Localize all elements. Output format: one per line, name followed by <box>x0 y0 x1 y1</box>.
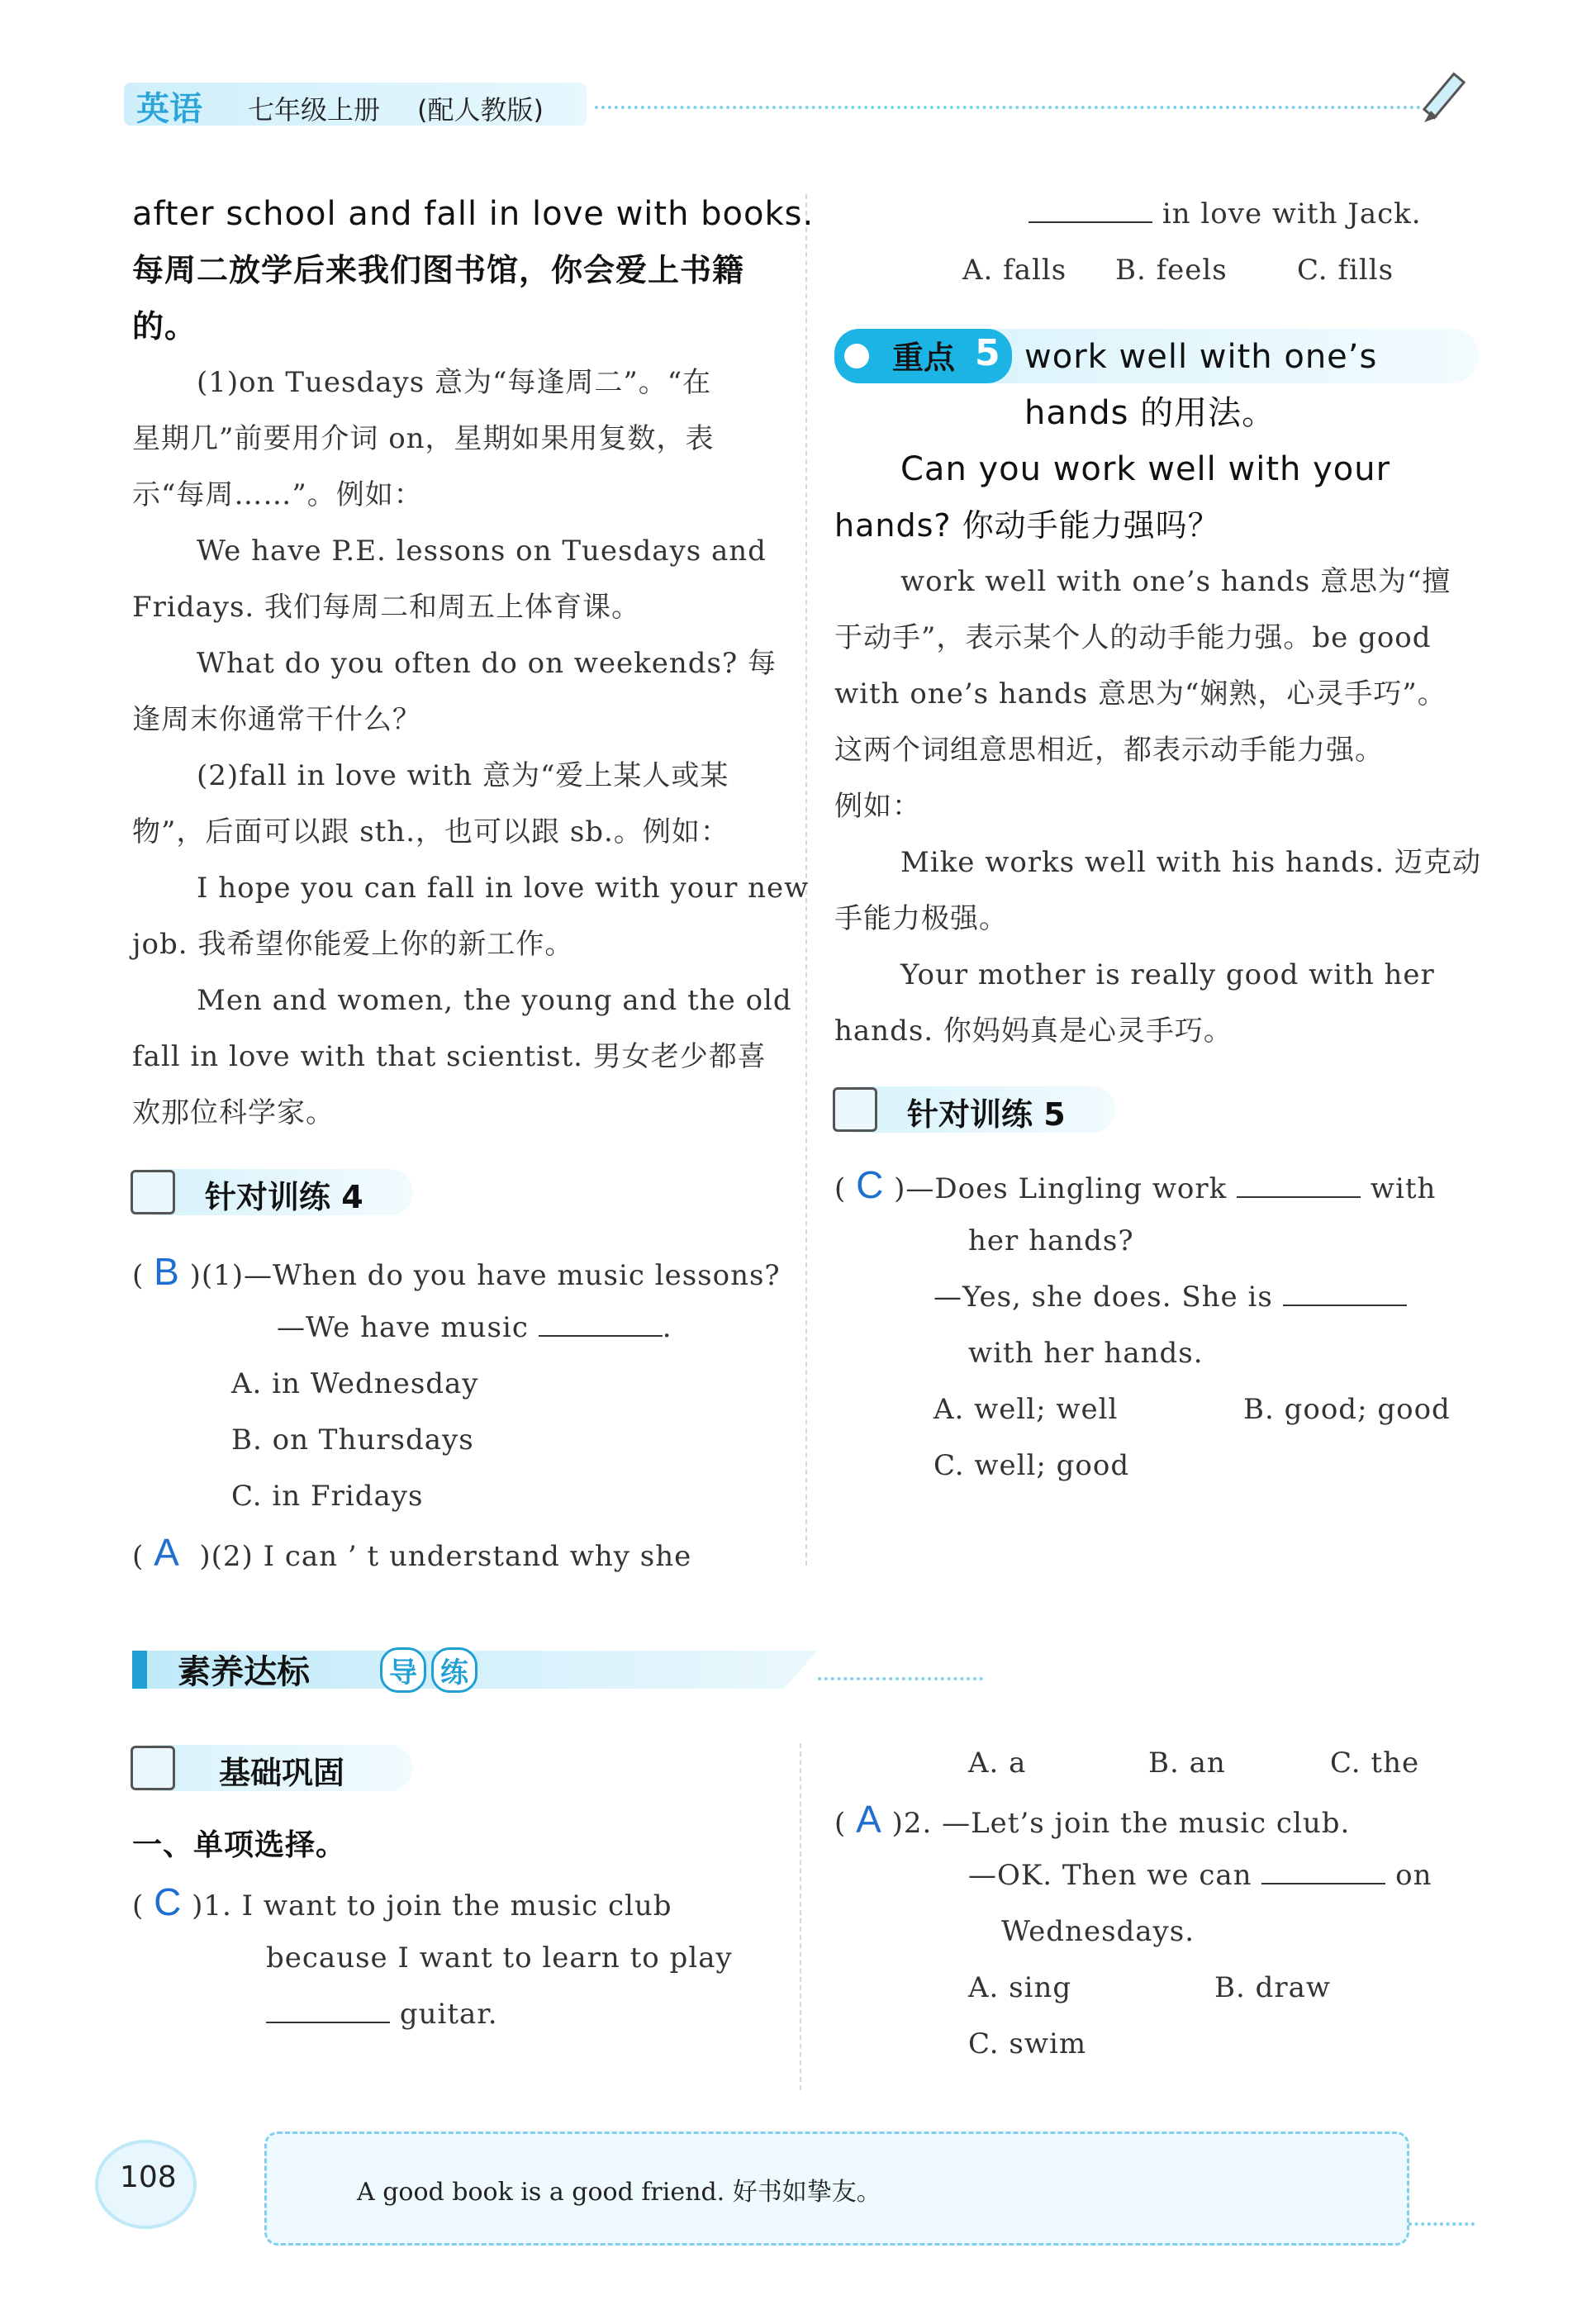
left-p1-cn-b: 的。 <box>132 308 197 345</box>
q1-option-b: B. on Thursdays <box>231 1423 474 1457</box>
example2-line2: 逢周末你通常干什么？ <box>132 703 421 736</box>
ex-q1-line3-text: guitar. <box>399 1998 498 2031</box>
part-title: 一、单项选择。 <box>132 1828 347 1862</box>
example4-line3: 欢那位科学家。 <box>132 1096 335 1129</box>
q2-option-a: A. falls <box>962 254 1067 287</box>
note1-line2: 星期几”前要用介词 on，星期如果用复数，表 <box>132 422 715 455</box>
question5: ( C )—Does Lingling work with <box>834 1163 1437 1206</box>
example6-line2: hands. 你妈妈真是心灵手巧。 <box>834 1015 1233 1048</box>
page-number: 108 <box>120 2160 177 2194</box>
sub-title: 基础巩固 <box>219 1755 345 1791</box>
q2-option-c: C. fills <box>1297 254 1394 287</box>
note1-line3: 示“每周……”。例如： <box>132 478 423 511</box>
note2-line1: (2)fall in love with 意为“爱上某人或某 <box>197 759 729 792</box>
section-dotline <box>818 1677 983 1680</box>
q2-continuation <box>1029 186 1422 242</box>
ex-q1-option-b: B. an <box>1148 1747 1226 1780</box>
ex-q2-blank[interactable] <box>1261 1858 1385 1884</box>
keypoint-number: 5 <box>975 332 1000 374</box>
example4-line1: Men and women, the young and the old <box>197 984 792 1017</box>
q5-line4: with her hands. <box>968 1337 1204 1370</box>
pencil-icon <box>131 1170 175 1214</box>
pencil-icon <box>833 1087 877 1132</box>
q5-option-b: B. good; good <box>1243 1393 1451 1426</box>
section-tag2: 练 <box>431 1647 477 1693</box>
keypoint-label: 重点 <box>892 340 956 376</box>
q1-text: )(1)—When do you have music lessons? <box>189 1259 781 1292</box>
example6-line1: Your mother is really good with her <box>900 958 1435 991</box>
ex-q1-blank[interactable] <box>266 1997 390 2023</box>
left-p1-cn-a: 每周二放学后来我们图书馆，你会爱上书籍 <box>132 252 745 288</box>
left-p1-en: after school and fall in love with books. <box>132 195 815 233</box>
ex-question2: ( A )2. —Let’s join the music club. <box>834 1798 1351 1841</box>
section-title: 素养达标 <box>178 1653 310 1691</box>
sentence1-b: hands? 你动手能力强吗？ <box>834 507 1220 544</box>
keypoint-dot-icon <box>844 344 869 368</box>
q1-answer: B <box>154 1250 180 1293</box>
ex-question1: ( C )1. I want to join the music club <box>132 1880 672 1923</box>
grade-label: 七年级上册 <box>248 94 381 126</box>
sentence1-a: Can you work well with your <box>900 450 1391 488</box>
explain-line4: 这两个词组意思相近，都表示动手能力强。 <box>834 734 1384 767</box>
keypoint-title-b: hands 的用法。 <box>1024 394 1276 432</box>
book-icon <box>132 1651 147 1689</box>
note1-line1: (1)on Tuesdays 意为“每逢周二”。“在 <box>197 366 712 399</box>
ex-q2-option-c: C. swim <box>968 2027 1087 2060</box>
ex-q2-line3: Wednesdays. <box>1001 1915 1195 1948</box>
section-tag1: 导 <box>380 1647 426 1693</box>
q2-option-b: B. feels <box>1115 254 1228 287</box>
q5-blank2[interactable] <box>1283 1280 1407 1306</box>
footer-dotline <box>1409 2222 1475 2226</box>
ex-q2-text: )2. —Let’s join the music club. <box>891 1807 1351 1840</box>
explain-line1: work well with one’s hands 意思为“擅 <box>900 565 1451 598</box>
q5-line3 <box>934 1269 1407 1325</box>
example1-line1: We have P.E. lessons on Tuesdays and <box>197 535 767 568</box>
question1: ( B )(1)—When do you have music lessons? <box>132 1250 781 1293</box>
explain-line3: with one’s hands 意思为“娴熟，心灵手巧”。 <box>834 677 1447 711</box>
q1-line2: —We have music . <box>277 1311 672 1344</box>
q1-option-c: C. in Fridays <box>231 1480 424 1513</box>
ex-q1-answer: C <box>154 1880 183 1923</box>
training5-title: 针对训练 5 <box>907 1096 1066 1133</box>
example3-line2: job. 我希望你能爱上你的新工作。 <box>132 928 574 961</box>
ex-q1-text: )1. I want to join the music club <box>192 1889 672 1922</box>
ex-q2-line2-on: on <box>1395 1859 1432 1892</box>
ex-q2-line2-text: —OK. Then we can <box>968 1859 1252 1892</box>
q1-blank[interactable] <box>539 1310 663 1337</box>
explain-line2: 于动手”，表示某个人的动手能力强。be good <box>834 621 1432 654</box>
example5-line1: Mike works well with his hands. 迈克动 <box>900 846 1481 879</box>
q5-option-a: A. well; well <box>934 1393 1119 1426</box>
q2-blank[interactable] <box>1029 197 1152 223</box>
pencil-icon <box>131 1746 175 1790</box>
q1-option-a: A. in Wednesday <box>231 1367 479 1400</box>
edition-label: (配人教版) <box>417 94 544 126</box>
example3-line1: I hope you can fall in love with your new <box>197 872 810 905</box>
q5-line3-text: —Yes, she does. She is <box>934 1281 1273 1314</box>
q5-text-with: with <box>1370 1172 1437 1205</box>
question2: ( A )(2) I can ’ t understand why she <box>132 1531 692 1574</box>
pen-icon <box>1413 66 1479 132</box>
ex-q1-option-a: A. a <box>968 1747 1027 1780</box>
training4-title: 针对训练 4 <box>205 1179 363 1215</box>
example5-line2: 手能力极强。 <box>834 902 1008 935</box>
ex-q2-line2 <box>968 1847 1432 1903</box>
header-dotline <box>595 106 1421 109</box>
note2-line2: 物”，后面可以跟 sth.，也可以跟 sb.。例如： <box>132 815 729 848</box>
footer-quote: A good book is a good friend. 好书如挚友。 <box>357 2178 881 2207</box>
q2-answer: A <box>154 1531 180 1574</box>
keypoint-title-a: work well with one’s <box>1024 338 1378 376</box>
ex-q2-answer: A <box>856 1798 882 1841</box>
q5-blank1[interactable] <box>1237 1172 1361 1198</box>
q5-option-c: C. well; good <box>934 1449 1130 1482</box>
example1-line2: Fridays. 我们每周二和周五上体育课。 <box>132 591 641 624</box>
q1-line2-text: —We have music <box>277 1311 529 1344</box>
q5-answer: C <box>856 1163 885 1206</box>
explain-line5: 例如： <box>834 790 921 823</box>
q2-text: )(2) I can ’ t understand why she <box>199 1540 692 1573</box>
example4-line2: fall in love with that scientist. 男女老少都喜 <box>132 1040 767 1073</box>
q5-line2: her hands? <box>968 1224 1134 1257</box>
example2-line1: What do you often do on weekends? 每 <box>197 647 777 680</box>
column-divider-2 <box>800 1743 801 2090</box>
ex-q1-line3 <box>266 1986 498 2042</box>
q2-cont-text: in love with Jack. <box>1162 197 1422 230</box>
ex-q1-option-c: C. the <box>1330 1747 1420 1780</box>
q5-text: )—Does Lingling work <box>894 1172 1228 1205</box>
ex-q2-option-b: B. draw <box>1214 1971 1331 2004</box>
ex-q1-line2: because I want to learn to play <box>266 1941 733 1975</box>
subject-label: 英语 <box>136 90 202 128</box>
ex-q2-option-a: A. sing <box>968 1971 1072 2004</box>
